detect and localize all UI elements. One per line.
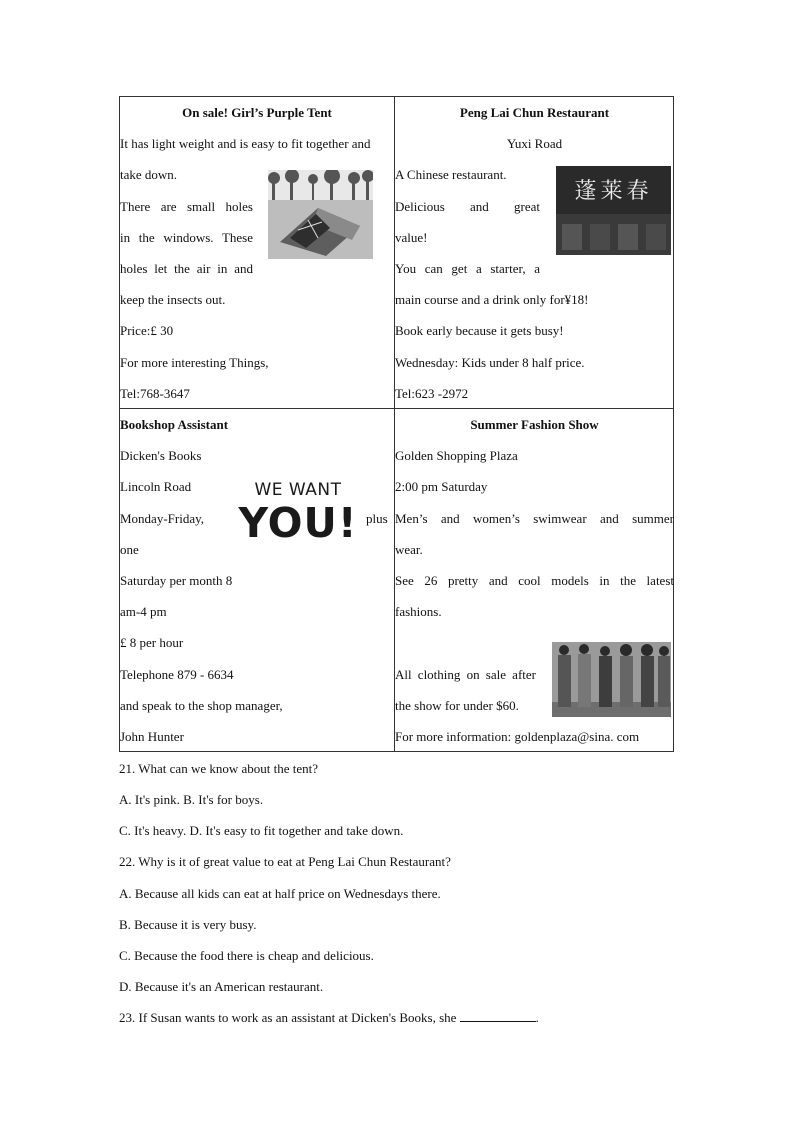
we-want-you-poster <box>238 479 358 545</box>
poster-line-1: WE WANT <box>254 480 342 500</box>
fashion-line: Golden Shopping Plaza <box>395 448 518 463</box>
fashion-contact: For more information: goldenplaza@sina. com <box>395 729 640 744</box>
restaurant-line: Book early because it gets busy! <box>395 323 564 338</box>
fashion-line: the show for under $60. <box>395 698 519 713</box>
tent-line: take down. <box>120 167 178 182</box>
question-22-option-c: C. Because the food there is cheap and delicious. <box>119 948 374 963</box>
restaurant-phone: Tel:623 -2972 <box>395 386 469 401</box>
bookshop-line: Dicken's Books <box>120 448 202 463</box>
bookshop-line: Saturday per month 8 <box>120 573 233 588</box>
fashion-title: Summer Fashion Show <box>470 417 599 432</box>
bookshop-contact: John Hunter <box>120 729 184 744</box>
bookshop-line: one <box>120 542 139 557</box>
restaurant-sign-text: 蓬莱春 <box>574 179 653 204</box>
answer-blank <box>460 1010 536 1022</box>
restaurant-line: Wednesday: Kids under 8 half price. <box>395 355 585 370</box>
question-23-text: 23. If Susan wants to work as an assistant at Dicken's Books, she <box>119 1010 457 1025</box>
question-21: 21. What can we know about the tent? <box>119 761 319 776</box>
tent-title: On sale! Girl’s Purple Tent <box>182 105 332 120</box>
advert-table <box>119 96 674 752</box>
question-23: 23. If Susan wants to work as an assistant at Dicken's Books, she . <box>119 1010 539 1025</box>
question-22-option-b: B. Because it is very busy. <box>119 917 257 932</box>
bookshop-line: am-4 pm <box>120 604 167 619</box>
fashion-models-photo <box>552 642 671 717</box>
tent-line: holes let the air in and <box>120 261 253 276</box>
question-22-option-d: D. Because it's an American restaurant. <box>119 979 324 994</box>
restaurant-advert <box>395 97 674 408</box>
restaurant-line: A Chinese restaurant. <box>395 167 507 182</box>
tent-line: in the windows. These <box>120 230 253 245</box>
restaurant-line: You can get a starter, a <box>395 261 540 276</box>
fashion-line: wear. <box>395 542 423 557</box>
bookshop-line: Lincoln Road <box>120 479 192 494</box>
fashion-line: See 26 pretty and cool models in the latest <box>395 573 674 588</box>
restaurant-price: main course and a drink only for¥18! <box>395 292 589 307</box>
poster-line-2: YOU! <box>238 499 358 547</box>
restaurant-title: Peng Lai Chun Restaurant <box>459 105 610 120</box>
tent-price: Price:£ 30 <box>120 323 174 338</box>
bookshop-phone: Telephone 879 - 6634 <box>120 667 234 682</box>
restaurant-sign-photo <box>556 166 671 255</box>
tent-advert <box>120 97 394 408</box>
bookshop-title: Bookshop Assistant <box>120 417 229 432</box>
question-21-option-cd: C. It's heavy. D. It's easy to fit together and take down. <box>119 823 404 838</box>
question-21-option-ab: A. It's pink. B. It's for boys. <box>119 792 264 807</box>
tent-line: For more interesting Things, <box>120 355 269 370</box>
tent-phone: Tel:768-3647 <box>120 386 190 401</box>
tent-photo <box>268 170 373 259</box>
bookshop-line: and speak to the shop manager, <box>120 698 283 713</box>
restaurant-address: Yuxi Road <box>506 136 563 151</box>
tent-line: It has light weight and is easy to fit together and <box>120 136 371 151</box>
tent-line: There are small holes <box>120 199 253 214</box>
fashion-advert <box>395 409 674 752</box>
restaurant-line: value! <box>395 230 428 245</box>
bookshop-line: plus <box>366 511 388 526</box>
bookshop-pay: £ 8 per hour <box>120 635 184 650</box>
fashion-line: Men’s and women’s swimwear and summer <box>395 511 674 526</box>
fashion-line: All clothing on sale after <box>395 667 536 682</box>
restaurant-line: Delicious and great <box>395 199 540 214</box>
bookshop-advert <box>120 409 394 752</box>
fashion-line: fashions. <box>395 604 442 619</box>
question-22-option-a: A. Because all kids can eat at half price on Wednesdays there. <box>119 886 441 901</box>
fashion-line: 2:00 pm Saturday <box>395 479 488 494</box>
tent-line: keep the insects out. <box>120 292 226 307</box>
bookshop-line: Monday-Friday, <box>120 511 205 526</box>
question-22: 22. Why is it of great value to eat at Peng Lai Chun Restaurant? <box>119 854 451 869</box>
